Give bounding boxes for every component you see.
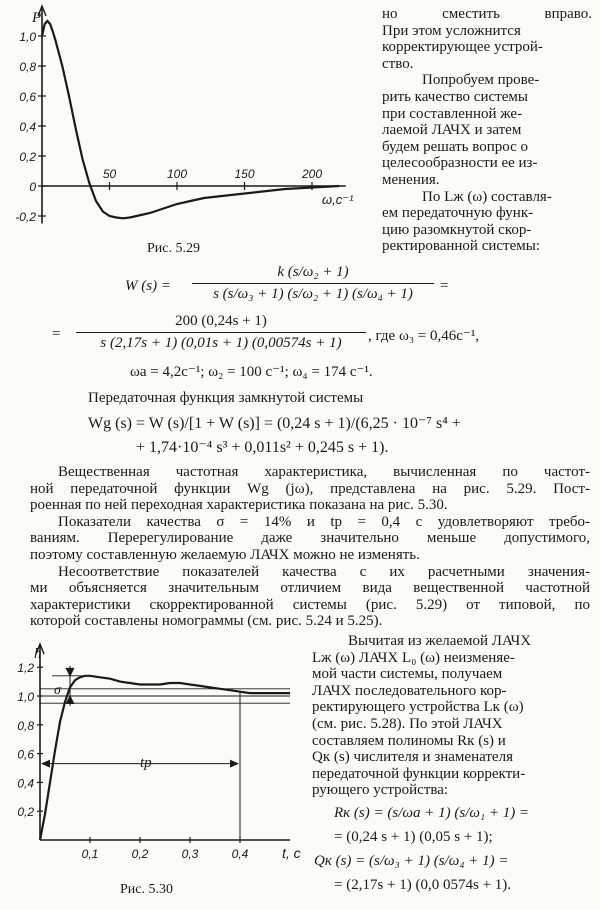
fig530-x-tick-label: 0,3 xyxy=(181,847,199,861)
text-line: передаточной функции корректи- xyxy=(312,765,526,782)
figure-5-30 xyxy=(0,640,310,910)
w-den-1: s (s/ω₃ + 1) (s/ω₂ + 1) (s/ω₄ + 1) xyxy=(213,286,413,302)
poly-eq-1: Rк (s) = (s/ωа + 1) (s/ω₁ + 1) = xyxy=(334,805,530,821)
w-tail: , где ω₃ = 0,46c⁻¹, xyxy=(368,328,480,344)
w-den-2: s (2,17s + 1) (0,01s + 1) (0,00574s + 1) xyxy=(100,335,342,351)
text-line: цию разомкнутой скор- xyxy=(382,221,532,238)
fig530-tp-arrow-left xyxy=(41,760,50,768)
fig530-y-label: h xyxy=(34,646,42,662)
fig530-caption: Рис. 5.30 xyxy=(120,882,173,897)
poly-eq-4: = (2,17s + 1) (0,0 0574s + 1). xyxy=(334,877,512,893)
fig530-sigma-label: σ xyxy=(54,683,61,698)
wg-line-2: + 1,74·10⁻⁴ s³ + 0,011s² + 0,245 s + 1). xyxy=(136,439,389,456)
fig530-y-tick-label: 0,6 xyxy=(17,747,34,762)
fig530-tp-arrow-right xyxy=(230,760,239,768)
text-line: корректирующее устрой- xyxy=(382,39,543,56)
fig530-curve xyxy=(40,676,290,840)
text-line: (см. рис. 5.28). По этой ЛАЧХ xyxy=(312,715,503,732)
fig529-caption: Рис. 5.29 xyxy=(147,241,200,256)
fig530-sigma-arrow-top xyxy=(66,668,74,676)
text-line: Вычитая из желаемой ЛАЧХ xyxy=(348,633,532,649)
text-line: Qк (s) числителя и знаменателя xyxy=(312,749,513,766)
fig529-x-tick-label: 200 xyxy=(301,167,323,181)
text-line: целесообразности ее из- xyxy=(382,155,538,172)
fig529-y-tick-label: 0,8 xyxy=(19,60,36,74)
closed-title: Передаточная функция замкнутой системы xyxy=(88,390,364,406)
text-line: мой части системы, получаем xyxy=(312,666,503,683)
text-line: ЛАЧХ последовательного кор- xyxy=(312,682,507,699)
text-line: рить качество системы xyxy=(382,88,528,105)
fraction-bar xyxy=(76,332,366,333)
text-line: лаемой ЛАЧХ и затем xyxy=(382,122,522,139)
params-line: ωа = 4,2c⁻¹; ω₂ = 100 c⁻¹; ω₄ = 174 c⁻¹. xyxy=(130,364,373,380)
fig529-y-tick-label: 1,0 xyxy=(19,30,36,44)
w-eq-start: = xyxy=(52,326,61,342)
fig530-x-tick-label: 0,2 xyxy=(131,847,149,861)
text-line: Показатели качества σ = 14% и tр = 0,4 с удовлетворяют требо- xyxy=(58,513,590,530)
fig530-y-tick-label: 1,2 xyxy=(17,661,34,676)
text-line: характеристики скорректированной системы (рис. 5.29) от типовой, по xyxy=(30,596,590,613)
w-num-2: 200 (0,24s + 1) xyxy=(175,313,267,329)
text-line: Lж (ω) ЛАЧХ L₀ (ω) неизменяе- xyxy=(312,649,515,666)
body-text xyxy=(30,464,590,630)
fig529-x-label: ω,c⁻¹ xyxy=(322,192,354,207)
text-line: рующего устройства: xyxy=(312,782,449,799)
fig529-axes xyxy=(38,6,346,224)
text-line: которой составлены номограммы (см. рис. 5.24 и 5.25). xyxy=(30,613,383,630)
text-line: По Lж (ω) составля- xyxy=(422,188,552,205)
text-line: роенная по ней переходная характеристика показана на рис. 5.30. xyxy=(30,497,448,514)
fig530-annotations xyxy=(40,666,290,840)
w-lhs: W (s) = xyxy=(125,278,171,294)
fig529-x-tick-label: 100 xyxy=(166,167,188,181)
w-fraction-2 xyxy=(76,313,366,352)
fig530-x-label: t, c xyxy=(282,845,301,861)
poly-eq-3: Qк (s) = (s/ω₃ + 1) (s/ω₄ + 1) = xyxy=(314,853,509,869)
text-line: при составленной же- xyxy=(382,105,523,122)
wg-line-1: Wg (s) = W (s)/[1 + W (s)] = (0,24 s + 1)/(6,25 · 10⁻⁷ s⁴ + xyxy=(88,415,461,432)
fig530-y-tick-label: 0,2 xyxy=(17,805,34,820)
text-line: ми объясняется значительным отличием вида вещественной частотной xyxy=(30,580,590,597)
w-num-1: k (s/ω₂ + 1) xyxy=(277,264,349,280)
fig529-y-label: P xyxy=(32,10,42,26)
fig530-ticks xyxy=(17,661,248,861)
fig529-y-tick-label: 0,6 xyxy=(19,90,36,104)
text-line: но сместить вправо. xyxy=(382,6,592,22)
text-line: поэтому составленную желаемую ЛАЧХ можно не изменять. xyxy=(30,546,420,563)
fig530-y-tick-label: 1,0 xyxy=(17,690,34,704)
right-text-top xyxy=(382,6,592,255)
text-line: ство. xyxy=(382,55,414,72)
text-line: Несоответствие показателей качества с их расчетными значения- xyxy=(58,563,590,580)
fig529-y-tick-label: 0,2 xyxy=(19,150,36,164)
fig529-x-tick-label: 150 xyxy=(234,167,255,181)
text-line: ректирующего устройства Lк (ω) xyxy=(312,699,524,716)
fig530-y-tick-label: 0,8 xyxy=(17,718,34,733)
text-line: ректированной системы: xyxy=(382,238,540,255)
fig530-x-tick-label: 0,1 xyxy=(81,847,99,861)
fig529-y-tick-label: -0,2 xyxy=(15,210,36,224)
fig530-x-tick-label: 0,4 xyxy=(231,847,249,861)
text-line: ем передаточную функ- xyxy=(382,205,534,222)
fig530-axes xyxy=(36,644,290,840)
fig530-y-tick-label: 0,4 xyxy=(17,776,34,791)
text-line: ваниям. Перерегулирование даже значительно меньше допустимого, xyxy=(30,530,590,547)
fig530-tp-label: tр xyxy=(140,755,152,771)
text-line: ной передаточной функции Wg (jω), представлена на рис. 5.29. Пост- xyxy=(30,480,590,497)
w-eq-end: = xyxy=(440,278,449,294)
fraction-bar xyxy=(192,283,434,284)
fig529-x-tick-label: 50 xyxy=(102,167,117,181)
right-text-bottom xyxy=(312,633,592,799)
poly-eq-2: = (0,24 s + 1) (0,05 s + 1); xyxy=(334,829,493,845)
text-line: При этом усложнится xyxy=(382,22,521,39)
text-line: Вещественная частотная характеристика, вычисленная по частот- xyxy=(58,464,590,480)
text-line: менения. xyxy=(382,171,440,188)
text-line: Попробуем прове- xyxy=(422,72,540,89)
text-line: составляем полиномы Rк (s) и xyxy=(312,732,506,749)
fig529-y-tick-label: 0 xyxy=(29,180,36,194)
fig529-y-tick-label: 0,4 xyxy=(19,120,36,134)
text-line: будем решать вопрос о xyxy=(382,138,529,155)
fig529-curve xyxy=(42,21,339,218)
figure-5-29 xyxy=(0,0,380,262)
w-fraction-1 xyxy=(192,264,434,303)
